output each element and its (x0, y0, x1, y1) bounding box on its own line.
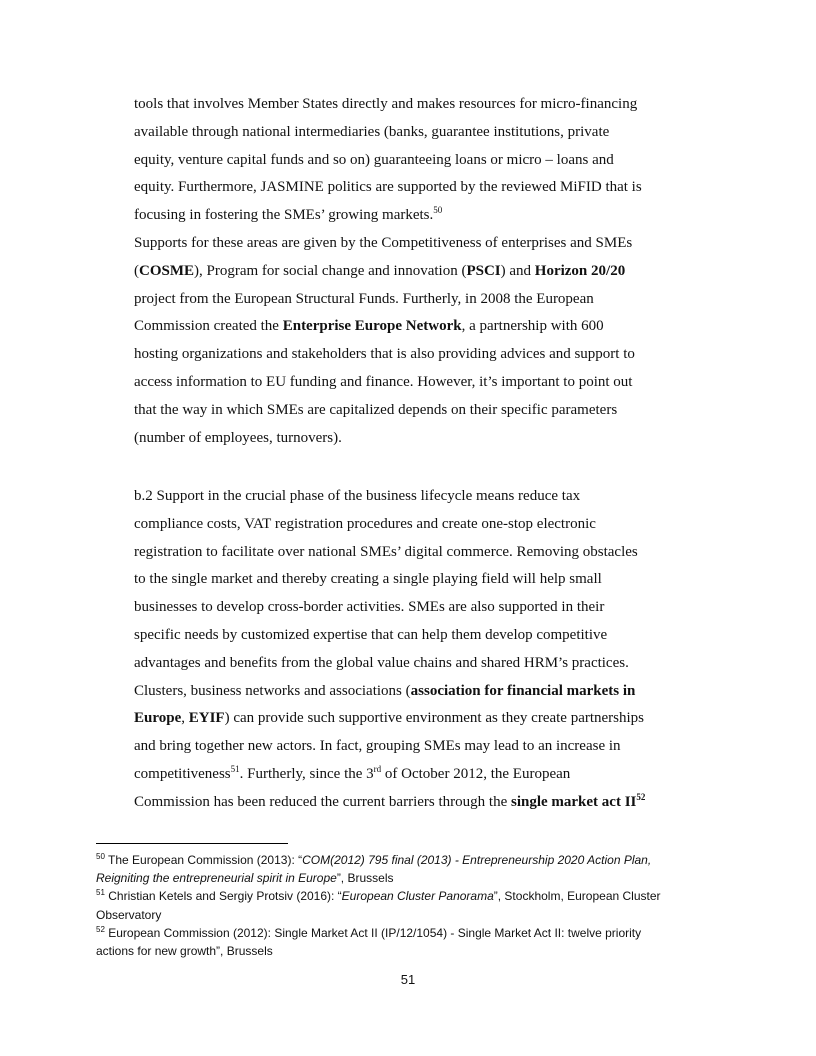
footnote-title: European Cluster Panorama (341, 889, 494, 904)
bold-term-sma2: single market act II (510, 793, 637, 810)
footnote-number: 52 (96, 924, 105, 934)
footnote-title: COM(2012) 795 final (2013) - Entrepreneurship 2020 Action Plan, (302, 853, 652, 867)
text-line: businesses to develop cross-border activities. SMEs are also supported in their (134, 599, 605, 616)
text-line: tools that involves Member States directly and makes resources for micro-financing (134, 96, 638, 112)
text-run: . Furtherly, since the 3 (239, 765, 374, 782)
text-line (134, 678, 694, 706)
footnote-text: European Commission (2012): Single Market Act II (IP/12/1054) - Single Market Act II: twelve priority (104, 925, 642, 940)
footnote-line (96, 851, 736, 869)
text-run: ), Program for social change and innovation ( (194, 262, 467, 279)
footnote-52 (96, 924, 736, 960)
text-line: registration to facilitate over national SMEs’ digital commerce. Removing obstacles (134, 543, 638, 560)
bold-term-eyif: EYIF (188, 710, 225, 727)
bold-term-een: Enterprise Europe Network (282, 318, 462, 335)
text-line: specific needs by customized expertise that can help them develop competitive (134, 626, 608, 643)
body-text-top (134, 91, 694, 452)
footnote-text: ”, Stockholm, European Cluster (493, 889, 661, 904)
footnote-line: Observatory (96, 907, 162, 922)
body-text-bottom (134, 483, 694, 817)
text-line: equity. Furthermore, JASMINE politics are supported by the reviewed MiFID that is (134, 179, 642, 196)
paragraph-b2 (134, 483, 694, 817)
footnote-50 (96, 851, 736, 887)
bold-term-psci: PSCI (466, 262, 501, 279)
footnote-ref-50[interactable]: 50 (433, 205, 443, 216)
text-line: compliance costs, VAT registration procedures and create one-stop electronic (134, 515, 596, 532)
paragraph-jasmine (134, 91, 694, 230)
text-line: that the way in which SMEs are capitalized depends on their specific parameters (134, 401, 618, 418)
footnote-line (96, 924, 736, 942)
text-run: competitiveness (134, 765, 231, 782)
text-run: , a partnership with 600 (461, 318, 604, 335)
ordinal-suffix: rd (373, 763, 382, 774)
text-run: , (181, 710, 189, 727)
text-line: hosting organizations and stakeholders that is also providing advices and support to (134, 346, 635, 363)
text-run: ( (134, 262, 139, 279)
paragraph-supports (134, 230, 694, 452)
text-line (134, 705, 694, 733)
text-line: (number of employees, turnovers). (134, 429, 342, 446)
text-line: available through national intermediaries (banks, guarantee institutions, private (134, 123, 610, 140)
text-line: equity, venture capital funds and so on) guaranteeing loans or micro – loans and (134, 151, 614, 168)
bold-term-horizon: Horizon 20/20 (534, 262, 626, 279)
footnote-51 (96, 887, 736, 923)
text-run: ) can provide such supportive environment as they create partnerships (224, 710, 645, 727)
bold-term-cosme: COSME (139, 262, 195, 279)
bold-term-europe: Europe (134, 710, 182, 727)
page-number: 51 (400, 972, 416, 987)
text-run: focusing in fostering the SMEs’ growing markets. (134, 207, 434, 224)
text-line: access information to EU funding and finance. However, it’s important to point out (134, 373, 633, 390)
text-run: Clusters, business networks and associations ( (134, 682, 411, 699)
footnote-line (96, 869, 736, 887)
footnote-text: Christian Ketels and Sergiy Protsiv (2016): “ (104, 889, 342, 904)
text-run: Commission created the (134, 318, 283, 335)
footnotes (96, 851, 736, 960)
text-line (134, 761, 694, 789)
text-run: ) and (500, 262, 535, 279)
footnote-line: actions for new growth”, Brussels (96, 943, 273, 958)
text-line (134, 313, 694, 341)
text-line: advantages and benefits from the global value chains and shared HRM’s practices. (134, 654, 629, 671)
text-line: and bring together new actors. In fact, grouping SMEs may lead to an increase in (134, 738, 621, 755)
text-line (134, 202, 694, 230)
bold-term-association: association for financial markets in (410, 682, 636, 699)
footnote-separator (96, 843, 288, 844)
text-run: Commission has been reduced the current barriers through the (134, 793, 511, 810)
text-line: project from the European Structural Funds. Furtherly, in 2008 the European (134, 290, 594, 307)
text-line: b.2 Support in the crucial phase of the business lifecycle means reduce tax (134, 488, 581, 504)
text-line: to the single market and thereby creating a single playing field will help small (134, 571, 602, 588)
footnote-title: Reigniting the entrepreneurial spirit in Europe (96, 871, 337, 886)
footnote-text: The European Commission (2013): “ (104, 853, 303, 867)
footnote-line (96, 887, 736, 905)
footnote-number: 51 (96, 888, 105, 898)
footnote-number: 50 (96, 852, 105, 861)
footnote-ref-52[interactable] (636, 792, 645, 802)
footnote-text: ”, Brussels (336, 871, 394, 886)
text-line: Supports for these areas are given by the Competitiveness of enterprises and SMEs (134, 234, 633, 251)
text-line (134, 258, 694, 286)
text-run: of October 2012, the European (381, 765, 571, 782)
footnote-ref-51[interactable]: 51 (230, 763, 240, 774)
text-line (134, 789, 694, 817)
footnote-ref-52-text: 52 (636, 791, 646, 802)
